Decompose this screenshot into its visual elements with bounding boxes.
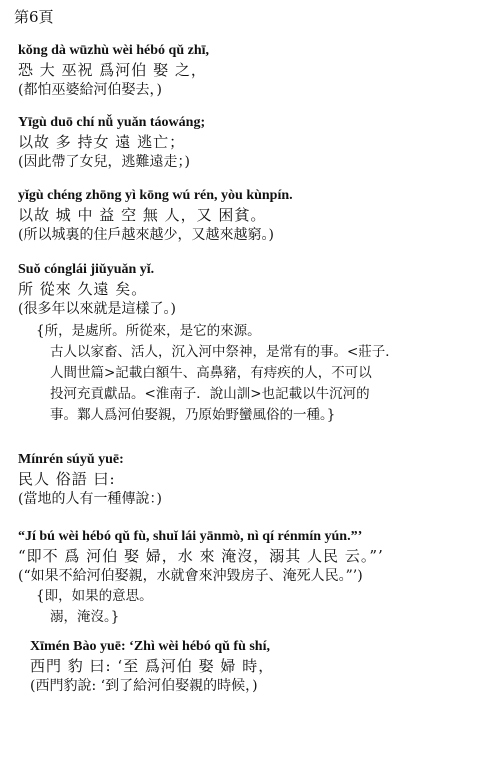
translation-line: (西門豹說: ‘到了給河伯娶親的時候，) — [30, 678, 258, 694]
translation-line: (所以城裏的住戶越來越少，又越來越窮。) — [18, 227, 274, 243]
pinyin-line: kǒng dà wūzhù wèi hébó qǔ zhī, — [18, 43, 210, 58]
pinyin-line: Xīmén Bào yuē: ‘Zhì wèi hébó qǔ fù shí, — [30, 639, 270, 654]
hanzi-line: 民人 俗語 曰: — [18, 470, 116, 488]
hanzi-line: “即不 爲 河伯 娶 婦，水 來 淹沒，溺其 人民 云。”’ — [18, 547, 384, 565]
note-line: 投河充貢獻品。<淮南子．說山訓>也記載以牛沉河的 — [50, 386, 370, 402]
note-line: {所，是處所。所從來，是它的來源。 — [36, 323, 261, 339]
annotation-note-ji — [36, 586, 492, 628]
passage-block-7 — [30, 638, 492, 696]
translation-line: (因此帶了女兒，逃難遠走；) — [18, 154, 190, 170]
note-line: 人間世篇>記載白額牛、高鼻豬，有痔疾的人，不可以 — [50, 365, 372, 381]
passage-block-3 — [18, 187, 492, 245]
translation-line: (很多年以來就是這樣了。) — [18, 301, 176, 317]
hanzi-line: 所 從來 久遠 矣。 — [18, 280, 148, 298]
note-line: {即，如果的意思。 — [36, 588, 153, 604]
pinyin-line: yǐgù chéng zhōng yì kōng wú rén, yòu kùnpín. — [18, 188, 293, 203]
hanzi-line: 以故 城 中 益 空 無 人，又 困貧。 — [18, 206, 267, 224]
note-line: 溺，淹沒。} — [50, 609, 120, 625]
passage-block-2 — [18, 114, 492, 172]
translation-line: (都怕巫婆給河伯娶去，) — [18, 82, 162, 98]
translation-line: (當地的人有一種傳說：) — [18, 491, 162, 507]
note-line: 古人以家畜、活人，沉入河中祭神，是常有的事。<莊子． — [50, 344, 399, 360]
passage-block-4 — [18, 261, 492, 319]
passage-block-5 — [18, 451, 492, 509]
annotation-note-source — [36, 321, 492, 426]
passage-block-6 — [18, 528, 492, 586]
translation-line: (“如果不給河伯娶親，水就會來沖毀房子、淹死人民。”’) — [18, 568, 363, 584]
hanzi-line: 西門 豹 曰: ‘至 爲河伯 娶 婦 時， — [30, 657, 275, 675]
hanzi-line: 以故 多 持女 遠 逃亡； — [18, 133, 186, 151]
pinyin-line: Yīgù duō chí nǚ yuǎn táowáng; — [18, 115, 206, 130]
page-number: 第6頁 — [14, 8, 54, 26]
pinyin-line: “Jí bú wèi hébó qǔ fù, shuǐ lái yānmò, nì qí rénmín yún.”’ — [18, 529, 363, 544]
note-line: 事。鄴人爲河伯娶親，乃原始野蠻風俗的一種。} — [50, 407, 336, 423]
passage-block-1 — [18, 42, 492, 100]
pinyin-line: Mínrén súyǔ yuē: — [18, 452, 124, 467]
pinyin-line: Suǒ cónglái jiǔyuǎn yǐ. — [18, 262, 155, 277]
hanzi-line: 恐 大 巫祝 爲河伯 娶 之， — [18, 61, 207, 79]
